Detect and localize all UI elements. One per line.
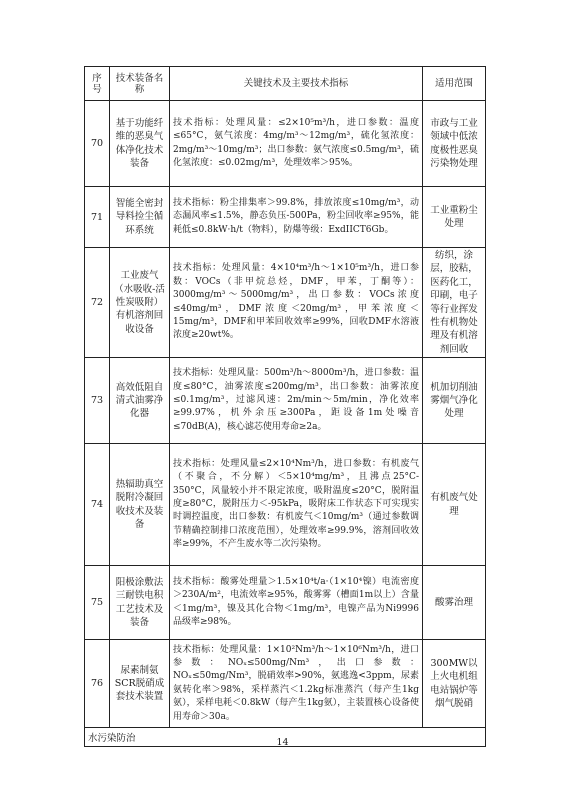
- table-header-row: [85, 67, 486, 101]
- equipment-name: 尿素制氨SCR脱硝成套技术装置: [110, 640, 170, 728]
- table-row: [85, 248, 486, 358]
- application-scope: 有机废气处理: [423, 444, 486, 566]
- application-scope: 300MW以上火电机组电站锅炉等烟气脱硝: [423, 640, 486, 728]
- equipment-name: 高效低阻自清式油雾净化器: [110, 358, 170, 444]
- technical-indicators: 技术指标：处理风量≤2×10⁴Nm³/h，进口参数：有机废气（不聚合，不分解）＜5×10⁴mg/m³，且沸点25°C-350°C，风量较小并不限定浓度，吸附温度≤20°C，脱附温度≥80°C，脱附压力＜-95kPa，吸附床工作状态下可实现实时调控温度，出口参数：有机废气＜10mg/m³（通过参数调节精确控制排口浓度范围），处理效率≥99.9%，溶剂回收效率≥99%，不产生废水等二次污染物。: [170, 444, 423, 566]
- application-scope: 市政与工业领域中低浓度极性恶臭污染物处理: [423, 101, 486, 187]
- equipment-name: 阳极涂敷法三耐铁电积工艺技术及装备: [110, 566, 170, 640]
- technical-indicators: 技术指标：处理风量：4×10⁴m³/h～1×10⁵m³/h，进口参数：VOCs（非甲烷总烃，DMF，甲苯，丁酮等）：3000mg/m³～5000mg/m³，出口参数：VOCs浓度≤40mg/m³，DMF浓度＜20mg/m³，甲苯浓度＜15mg/m³，DMF和甲苯回收效率≥99%，回收DMF水溶液浓度≥20wt%。: [170, 248, 423, 358]
- header-tech: 关键技术及主要技术指标: [170, 67, 423, 101]
- table-row: [85, 640, 486, 728]
- equipment-name: 热辐助真空脱附冷凝回收技术及装备: [110, 444, 170, 566]
- application-scope: 纺织，涂层，胶粘，医药化工，印刷，电子等行业挥发性有机物处理及有机溶剂回收: [423, 248, 486, 358]
- technical-indicators: 技术指标：酸雾处理量＞1.5×10⁴t/a·（1×10⁴镍）电流密度＞230A/m²，电流效率≥95%，酸雾雾（槽面1m以上）含量＜1mg/m³，镍及其化合物＜1mg/m³，电镍产品为Ni9996品级率≥98%。: [170, 566, 423, 640]
- equipment-name: 智能全密封导料捡尘循环系统: [110, 187, 170, 248]
- technical-indicators: 技术指标：处理风量：1×10²Nm³/h～1×10⁶Nm³/h，进口参数：NOₓ≤500mg/Nm³，出口参数：NOₓ≤50mg/Nm³，脱硝效率>90%，氨逃逸<3ppm，尿素氨转化率＞98%，采样蒸汽＜1.2kg标准蒸汽（每产生1kg氨），采样电耗＜0.8kW（每产生1kg氨），主装置核心设备使用寿命＞30a。: [170, 640, 423, 728]
- table-row: [85, 187, 486, 248]
- application-scope: 机加切削油雾烟气净化处理: [423, 358, 486, 444]
- row-number: 74: [85, 444, 110, 566]
- row-number: 75: [85, 566, 110, 640]
- row-number: 76: [85, 640, 110, 728]
- table-row: [85, 444, 486, 566]
- section-heading: 水污染防治: [85, 728, 486, 747]
- row-number: 70: [85, 101, 110, 187]
- header-equip: 技术装备名称: [110, 67, 170, 101]
- row-number: 72: [85, 248, 110, 358]
- row-number: 73: [85, 358, 110, 444]
- equipment-name: 工业废气（水吸收-活性炭吸附）有机溶剂回收设备: [110, 248, 170, 358]
- technical-indicators: 技术指标：处理风量：500m³/h～8000m³/h，进口参数：温度≤80°C，油雾浓度≤200mg/m³，出口参数：油雾浓度≤0.1mg/m³，过滤风速：2m/min～5m/min，净化效率≥99.97%，机外余压≥300Pa，距设备1m处噪音≤70dB(A)，核心滤芯使用寿命≥2a。: [170, 358, 423, 444]
- application-scope: 工业重粉尘处理: [423, 187, 486, 248]
- page-number: 14: [276, 737, 289, 748]
- application-scope: 酸雾治理: [423, 566, 486, 640]
- technical-indicators: 技术指标：处理风量：≤2×10⁵m³/h，进口参数：温度≤65°C，氨气浓度：4mg/m³～12mg/m³，硫化氢浓度：2mg/m³～10mg/m³；出口参数：氨气浓度≤0.5mg/m³，硫化氢浓度：≤0.02mg/m³，处理效率＞95%。: [170, 101, 423, 187]
- equipment-spec-table: [84, 66, 486, 747]
- equipment-name: 基于功能纤维的恶臭气体净化技术装备: [110, 101, 170, 187]
- technical-indicators: 技术指标：粉尘排集率＞99.8%，排放浓度≤10mg/m³，动态漏风率≤1.5%，静态负压-500Pa，粉尘回收率≥95%，能耗低≤0.8kW·h/t（物料），防爆等级：ExdIICT6Gb。: [170, 187, 423, 248]
- header-app: 适用范围: [423, 67, 486, 101]
- table-row: [85, 358, 486, 444]
- table-row: [85, 566, 486, 640]
- table-row: [85, 101, 486, 187]
- header-num: 序号: [85, 67, 110, 101]
- row-number: 71: [85, 187, 110, 248]
